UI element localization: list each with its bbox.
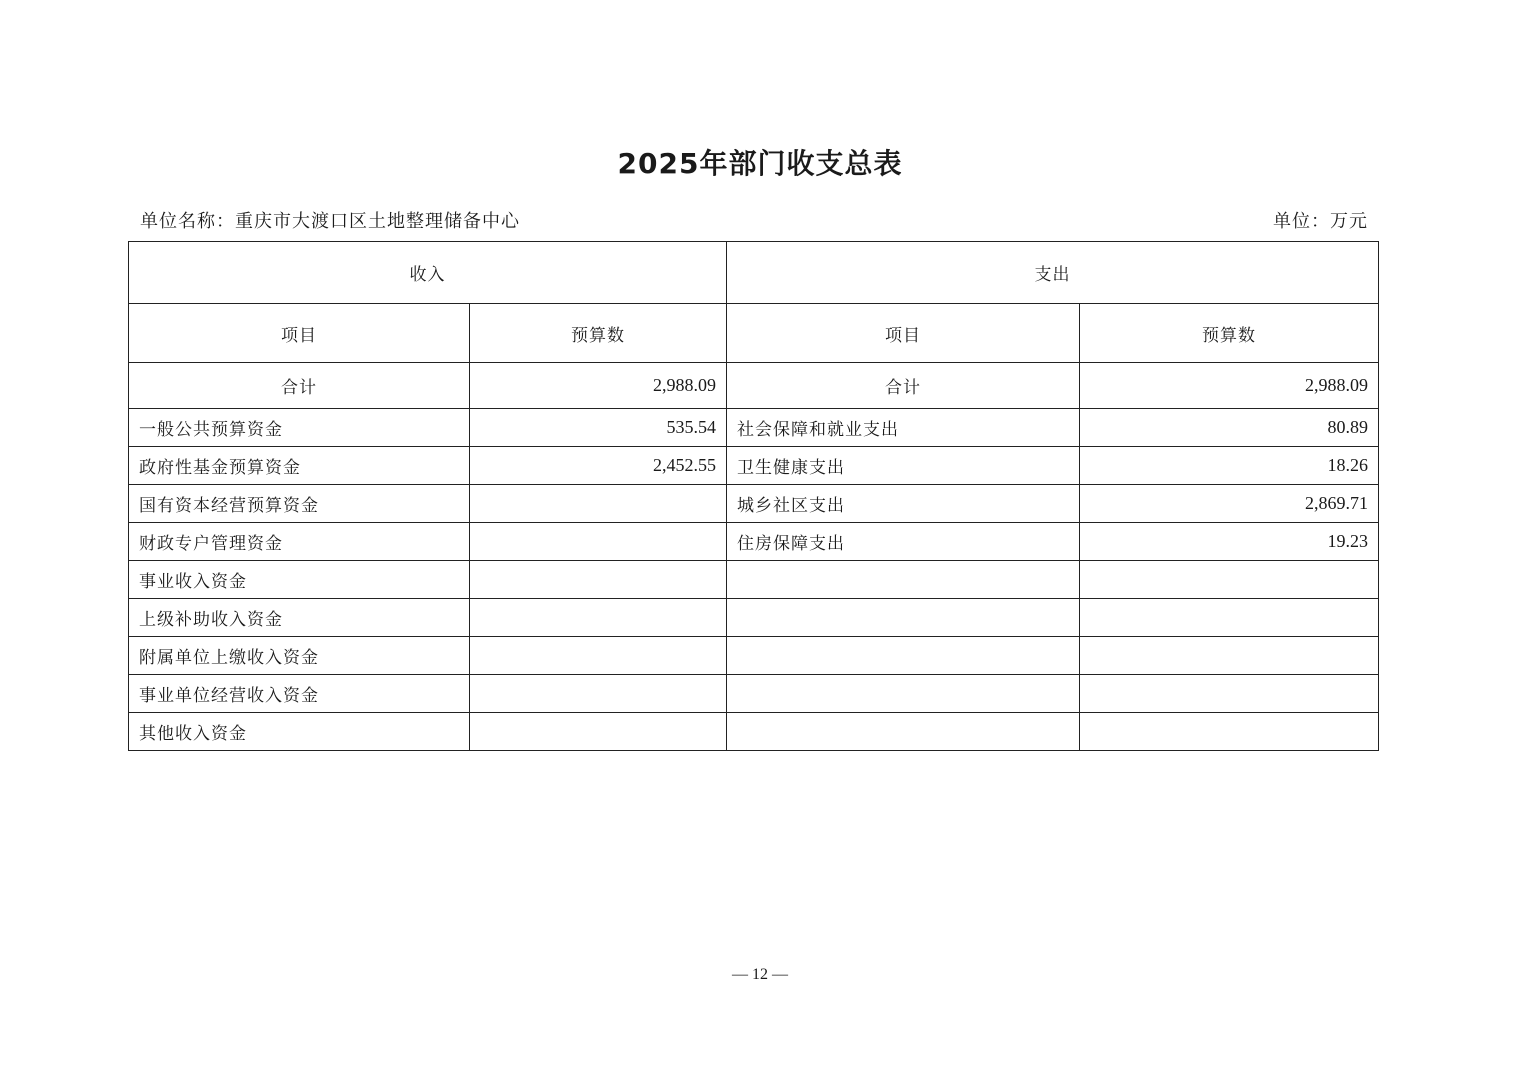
column-header-row xyxy=(129,304,1379,363)
table-row xyxy=(129,599,1379,637)
income-item-cell: 其他收入资金 xyxy=(129,713,470,751)
unit-name-label: 单位名称：重庆市大渡口区土地整理储备中心 xyxy=(140,211,520,232)
income-value-cell xyxy=(470,561,727,599)
income-total-value: 2,988.09 xyxy=(470,363,727,409)
income-item-cell: 事业收入资金 xyxy=(129,561,470,599)
expense-item-cell xyxy=(727,561,1080,599)
income-item-cell: 国有资本经营预算资金 xyxy=(129,485,470,523)
expense-item-cell xyxy=(727,713,1080,751)
income-value-cell: 2,452.55 xyxy=(470,447,727,485)
income-value-cell: 535.54 xyxy=(470,409,727,447)
income-item-cell: 政府性基金预算资金 xyxy=(129,447,470,485)
expense-value-cell xyxy=(1080,637,1379,675)
table-row xyxy=(129,523,1379,561)
expense-budget-header: 预算数 xyxy=(1080,304,1379,363)
unit-label: 单位：万元 xyxy=(1273,211,1368,232)
expense-value-cell xyxy=(1080,713,1379,751)
expense-value-cell: 19.23 xyxy=(1080,523,1379,561)
table-row xyxy=(129,447,1379,485)
expense-item-cell xyxy=(727,599,1080,637)
expense-total-value: 2,988.09 xyxy=(1080,363,1379,409)
expense-item-cell xyxy=(727,675,1080,713)
expense-item-header: 项目 xyxy=(727,304,1080,363)
section-header-row xyxy=(129,242,1379,304)
income-value-cell xyxy=(470,523,727,561)
income-section-header: 收入 xyxy=(129,242,727,304)
expense-section-header: 支出 xyxy=(727,242,1379,304)
expense-value-cell: 2,869.71 xyxy=(1080,485,1379,523)
income-item-header: 项目 xyxy=(129,304,470,363)
expense-item-cell: 卫生健康支出 xyxy=(727,447,1080,485)
table-row xyxy=(129,675,1379,713)
table-row xyxy=(129,561,1379,599)
page-title: 2025年部门收支总表 xyxy=(617,147,903,180)
income-value-cell xyxy=(470,675,727,713)
expense-value-cell: 18.26 xyxy=(1080,447,1379,485)
budget-summary-table xyxy=(128,241,1379,751)
expense-item-cell: 城乡社区支出 xyxy=(727,485,1080,523)
income-total-label: 合计 xyxy=(129,363,470,409)
expense-item-cell xyxy=(727,637,1080,675)
expense-value-cell xyxy=(1080,675,1379,713)
expense-value-cell: 80.89 xyxy=(1080,409,1379,447)
table-row xyxy=(129,713,1379,751)
income-item-cell: 附属单位上缴收入资金 xyxy=(129,637,470,675)
expense-value-cell xyxy=(1080,561,1379,599)
expense-value-cell xyxy=(1080,599,1379,637)
table-row xyxy=(129,485,1379,523)
income-item-cell: 上级补助收入资金 xyxy=(129,599,470,637)
table-row xyxy=(129,409,1379,447)
income-budget-header: 预算数 xyxy=(470,304,727,363)
table-row xyxy=(129,637,1379,675)
income-value-cell xyxy=(470,637,727,675)
income-item-cell: 一般公共预算资金 xyxy=(129,409,470,447)
income-item-cell: 财政专户管理资金 xyxy=(129,523,470,561)
expense-item-cell: 住房保障支出 xyxy=(727,523,1080,561)
income-item-cell: 事业单位经营收入资金 xyxy=(129,675,470,713)
income-value-cell xyxy=(470,485,727,523)
total-row xyxy=(129,363,1379,409)
income-value-cell xyxy=(470,599,727,637)
expense-total-label: 合计 xyxy=(727,363,1080,409)
expense-item-cell: 社会保障和就业支出 xyxy=(727,409,1080,447)
income-value-cell xyxy=(470,713,727,751)
page-number: — 12 — xyxy=(732,966,788,983)
